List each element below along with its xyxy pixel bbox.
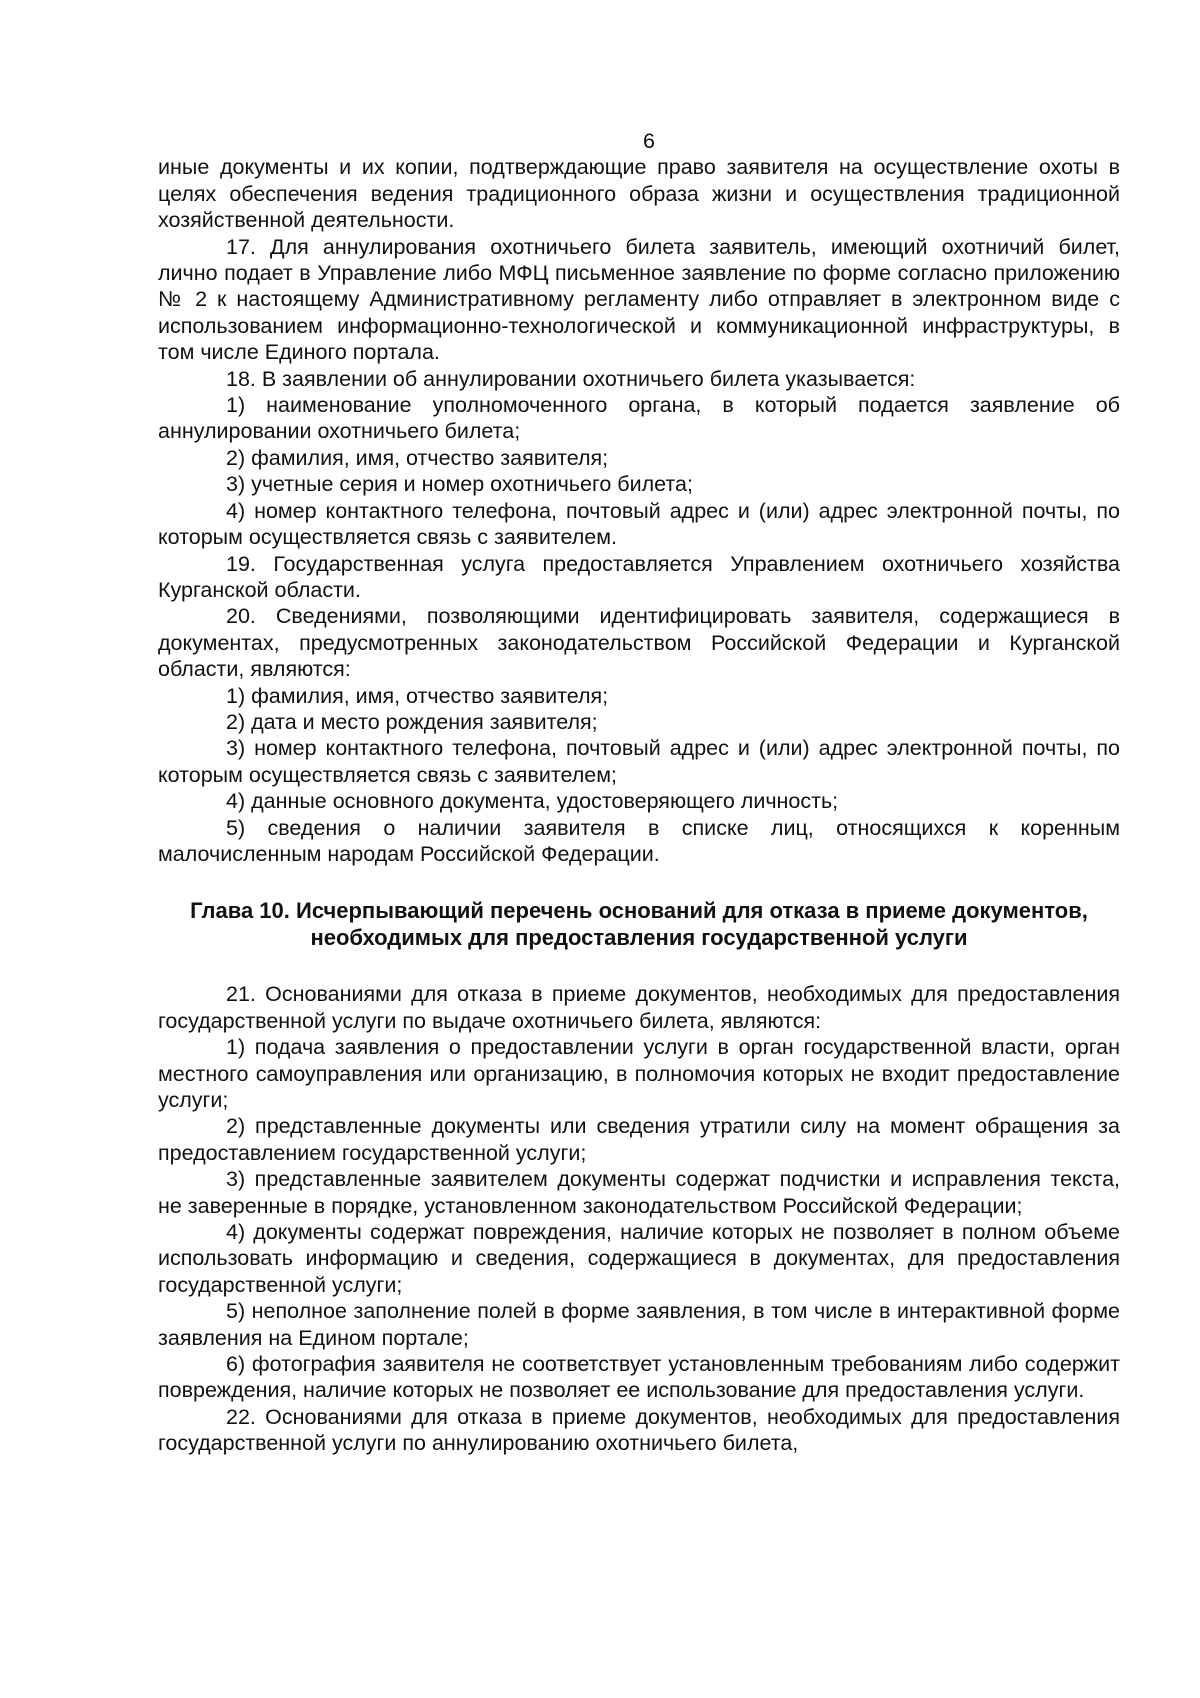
list-item: 2) фамилия, имя, отчество заявителя; — [226, 445, 609, 470]
list-item: 5) сведения о наличии заявителя в списке лиц, относящихся к коренным малочисленным народам Российской Федерации. — [158, 815, 1120, 866]
list-item: 1) наименование уполномоченного органа, в который подается заявление об аннулировании охотничьего билета; — [158, 393, 1120, 444]
paragraph: 18. В заявлении об аннулировании охотничьего билета указывается: — [226, 366, 916, 391]
paragraph: 19. Государственная услуга предоставляется Управлением охотничьего хозяйства Курганской области. — [158, 551, 1120, 602]
paragraphs-bottom — [158, 981, 1120, 1456]
paragraph: 17. Для аннулирования охотничьего билета заявитель, имеющий охотничий билет, лично подает в Управление либо МФЦ письменное заявление по форме согласно приложению № 2 к настоящему Административному регламенту либо отправляет в электронном виде с использованием информационно-технологической и коммуникационной инфраструктуры, в том числе Единого портала. — [158, 234, 1120, 365]
list-item: 4) данные основного документа, удостоверяющего личность; — [226, 789, 839, 814]
paragraph: 20. Сведениями, позволяющими идентифицировать заявителя, содержащиеся в документах, предусмотренных законодательством Российской Федерации и Курганской области, являются: — [158, 604, 1120, 682]
chapter-title — [158, 897, 1120, 951]
paragraphs-top — [158, 154, 1120, 867]
document-page — [158, 128, 1120, 1457]
paragraph: 22. Основаниями для отказа в приеме документов, необходимых для предоставления государственной услуги по аннулированию охотничьего билета, — [158, 1404, 1120, 1456]
list-item: 4) номер контактного телефона, почтовый адрес и (или) адрес электронной почты, по которым осуществляется связь с заявителем. — [158, 498, 1120, 550]
list-item: 3) номер контактного телефона, почтовый адрес и (или) адрес электронной почты, по которым осуществляется связь с заявителем; — [158, 736, 1120, 787]
page-number: 6 — [643, 129, 655, 153]
list-item: 3) представленные заявителем документы содержат подчистки и исправления текста, не заверенные в порядке, установленном законодательством Российской Федерации; — [158, 1167, 1120, 1218]
chapter-title-line-2: необходимых для предоставления государственной услуги — [310, 925, 968, 951]
list-item: 2) дата и место рождения заявителя; — [226, 709, 598, 734]
paragraph: иные документы и их копии, подтверждающие право заявителя на осуществление охоты в целях обеспечения ведения традиционного образа жизни и осуществления традиционной хозяйственной деятельности. — [158, 155, 1120, 233]
list-item: 1) фамилия, имя, отчество заявителя; — [226, 683, 609, 708]
chapter-title-line-1: Глава 10. Исчерпывающий перечень оснований для отказа в приеме документов, — [190, 898, 1088, 924]
paragraph: 21. Основаниями для отказа в приеме документов, необходимых для предоставления государственной услуги по выдаче охотничьего билета, являются: — [158, 982, 1120, 1033]
list-item: 3) учетные серия и номер охотничьего билета; — [226, 472, 693, 497]
list-item: 2) представленные документы или сведения утратили силу на момент обращения за предоставлением государственной услуги; — [158, 1114, 1120, 1165]
list-item: 5) неполное заполнение полей в форме заявления, в том числе в интерактивной форме заявления на Едином портале; — [158, 1299, 1120, 1350]
list-item: 6) фотография заявителя не соответствует установленным требованиям либо содержит повреждения, наличие которых не позволяет ее использование для предоставления услуги. — [158, 1352, 1120, 1403]
list-item: 4) документы содержат повреждения, наличие которых не позволяет в полном объеме использовать информацию и сведения, содержащиеся в документах, для предоставления государственной услуги; — [158, 1220, 1120, 1297]
list-item: 1) подача заявления о предоставлении услуги в орган государственной власти, орган местного самоуправления или организацию, в полномочия которых не входит предоставление услуги; — [158, 1035, 1120, 1112]
